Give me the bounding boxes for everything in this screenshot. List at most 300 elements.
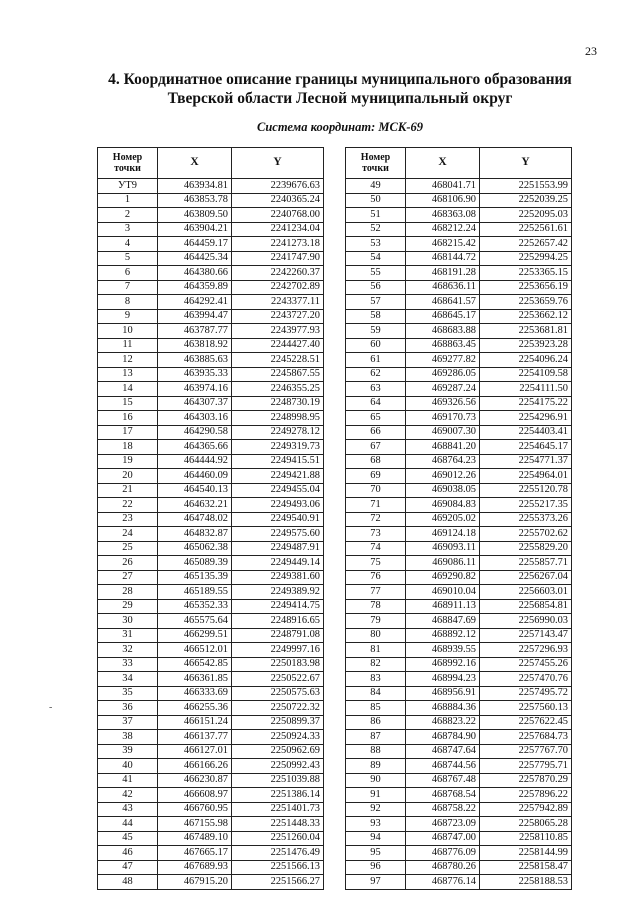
x-coordinate-cell: 468892.12 bbox=[406, 628, 480, 643]
y-coordinate-cell: 2241273.18 bbox=[232, 237, 324, 252]
x-coordinate-cell: 465189.55 bbox=[158, 585, 232, 600]
x-coordinate-cell: 466127.01 bbox=[158, 744, 232, 759]
point-number-cell: 59 bbox=[346, 324, 406, 339]
y-coordinate-cell: 2250722.32 bbox=[232, 701, 324, 716]
y-coordinate-cell: 2256990.03 bbox=[480, 614, 572, 629]
y-coordinate-cell: 2253681.81 bbox=[480, 324, 572, 339]
y-coordinate-cell: 2254771.37 bbox=[480, 454, 572, 469]
y-coordinate-cell: 2254109.58 bbox=[480, 367, 572, 382]
table-row bbox=[346, 179, 572, 194]
point-number-cell: 21 bbox=[98, 483, 158, 498]
point-number-cell: 6 bbox=[98, 266, 158, 281]
table-row bbox=[346, 730, 572, 745]
y-coordinate-cell: 2255217.35 bbox=[480, 498, 572, 513]
table-row bbox=[346, 309, 572, 324]
margin-mark: - bbox=[49, 702, 53, 713]
y-coordinate-cell: 2249449.14 bbox=[232, 556, 324, 571]
point-number-cell: 64 bbox=[346, 396, 406, 411]
table-row bbox=[98, 498, 324, 513]
x-coordinate-cell: 466361.85 bbox=[158, 672, 232, 687]
x-coordinate-cell: 466333.69 bbox=[158, 686, 232, 701]
table-row bbox=[346, 759, 572, 774]
table-row bbox=[98, 266, 324, 281]
point-number-cell: 30 bbox=[98, 614, 158, 629]
point-number-cell: 4 bbox=[98, 237, 158, 252]
y-coordinate-cell: 2250924.33 bbox=[232, 730, 324, 745]
point-number-cell: 18 bbox=[98, 440, 158, 455]
y-coordinate-cell: 2252039.25 bbox=[480, 193, 572, 208]
x-coordinate-cell: 463974.16 bbox=[158, 382, 232, 397]
x-coordinate-cell: 464444.92 bbox=[158, 454, 232, 469]
y-coordinate-cell: 2249997.16 bbox=[232, 643, 324, 658]
point-number-cell: 35 bbox=[98, 686, 158, 701]
table-row bbox=[346, 715, 572, 730]
y-coordinate-cell: 2249381.60 bbox=[232, 570, 324, 585]
table-row bbox=[98, 628, 324, 643]
x-coordinate-cell: 469093.11 bbox=[406, 541, 480, 556]
point-number-cell: 83 bbox=[346, 672, 406, 687]
x-coordinate-cell: 465089.39 bbox=[158, 556, 232, 571]
point-number-cell: 14 bbox=[98, 382, 158, 397]
y-coordinate-cell: 2252095.03 bbox=[480, 208, 572, 223]
point-number-cell: 57 bbox=[346, 295, 406, 310]
y-coordinate-cell: 2257896.22 bbox=[480, 788, 572, 803]
point-number-cell: 91 bbox=[346, 788, 406, 803]
point-number-cell: 58 bbox=[346, 309, 406, 324]
x-coordinate-cell: 468841.20 bbox=[406, 440, 480, 455]
table-row bbox=[98, 527, 324, 542]
table-row bbox=[98, 483, 324, 498]
y-coordinate-cell: 2246355.25 bbox=[232, 382, 324, 397]
point-number-cell: 75 bbox=[346, 556, 406, 571]
table-row bbox=[98, 454, 324, 469]
x-coordinate-cell: 463994.47 bbox=[158, 309, 232, 324]
x-coordinate-cell: 468215.42 bbox=[406, 237, 480, 252]
y-coordinate-cell: 2251039.88 bbox=[232, 773, 324, 788]
point-number-cell: 7 bbox=[98, 280, 158, 295]
point-number-cell: 73 bbox=[346, 527, 406, 542]
y-coordinate-cell: 2253923.28 bbox=[480, 338, 572, 353]
point-number-cell: 81 bbox=[346, 643, 406, 658]
y-coordinate-cell: 2249415.51 bbox=[232, 454, 324, 469]
point-number-cell: 27 bbox=[98, 570, 158, 585]
point-number-cell: 78 bbox=[346, 599, 406, 614]
table-row bbox=[346, 324, 572, 339]
table-row bbox=[346, 657, 572, 672]
point-number-cell: 79 bbox=[346, 614, 406, 629]
x-coordinate-cell: 465135.39 bbox=[158, 570, 232, 585]
y-coordinate-cell: 2248791.08 bbox=[232, 628, 324, 643]
table-row bbox=[98, 411, 324, 426]
table-row bbox=[98, 324, 324, 339]
y-coordinate-cell: 2243727.20 bbox=[232, 309, 324, 324]
point-number-cell: 85 bbox=[346, 701, 406, 716]
table-row bbox=[346, 527, 572, 542]
x-coordinate-cell: 463934.81 bbox=[158, 179, 232, 194]
point-number-cell: 45 bbox=[98, 831, 158, 846]
x-coordinate-cell: 466760.95 bbox=[158, 802, 232, 817]
x-coordinate-cell: 468767.48 bbox=[406, 773, 480, 788]
y-coordinate-cell: 2254403.41 bbox=[480, 425, 572, 440]
point-number-cell: 88 bbox=[346, 744, 406, 759]
x-coordinate-cell: 468847.69 bbox=[406, 614, 480, 629]
x-coordinate-cell: 468747.00 bbox=[406, 831, 480, 846]
point-number-cell: 24 bbox=[98, 527, 158, 542]
x-coordinate-cell: 464380.66 bbox=[158, 266, 232, 281]
point-number-cell: 39 bbox=[98, 744, 158, 759]
coordinate-system-caption: Система координат: МСК-69 bbox=[257, 120, 423, 134]
point-number-cell: 82 bbox=[346, 657, 406, 672]
x-coordinate-cell: 466166.26 bbox=[158, 759, 232, 774]
table-row bbox=[346, 817, 572, 832]
table-row bbox=[98, 338, 324, 353]
table-row bbox=[346, 599, 572, 614]
x-coordinate-cell: 468784.90 bbox=[406, 730, 480, 745]
table-row bbox=[98, 846, 324, 861]
y-coordinate-cell: 2255120.78 bbox=[480, 483, 572, 498]
table-row bbox=[98, 193, 324, 208]
point-number-cell: 93 bbox=[346, 817, 406, 832]
point-number-cell: 67 bbox=[346, 440, 406, 455]
point-number-cell: 38 bbox=[98, 730, 158, 745]
point-number-cell: 62 bbox=[346, 367, 406, 382]
point-number-cell: 17 bbox=[98, 425, 158, 440]
point-number-cell: 29 bbox=[98, 599, 158, 614]
x-coordinate-cell: 463787.77 bbox=[158, 324, 232, 339]
x-coordinate-cell: 468683.88 bbox=[406, 324, 480, 339]
y-coordinate-cell: 2251448.33 bbox=[232, 817, 324, 832]
x-coordinate-cell: 466230.87 bbox=[158, 773, 232, 788]
point-number-cell: 11 bbox=[98, 338, 158, 353]
x-coordinate-cell: 464425.34 bbox=[158, 251, 232, 266]
y-coordinate-cell: 2249278.12 bbox=[232, 425, 324, 440]
point-number-cell: 97 bbox=[346, 875, 406, 890]
y-coordinate-cell: 2254296.91 bbox=[480, 411, 572, 426]
point-number-cell: 96 bbox=[346, 860, 406, 875]
table-row bbox=[98, 802, 324, 817]
x-coordinate-cell: 468144.72 bbox=[406, 251, 480, 266]
x-coordinate-cell: 463809.50 bbox=[158, 208, 232, 223]
table-row bbox=[346, 396, 572, 411]
table-row bbox=[98, 208, 324, 223]
x-coordinate-cell: 463853.78 bbox=[158, 193, 232, 208]
point-number-cell: 80 bbox=[346, 628, 406, 643]
point-number-cell: 84 bbox=[346, 686, 406, 701]
y-coordinate-cell: 2253365.15 bbox=[480, 266, 572, 281]
point-number-cell: 76 bbox=[346, 570, 406, 585]
table-row bbox=[346, 570, 572, 585]
y-coordinate-cell: 2255857.71 bbox=[480, 556, 572, 571]
table-row bbox=[98, 309, 324, 324]
point-number-cell: 92 bbox=[346, 802, 406, 817]
table-row bbox=[98, 425, 324, 440]
y-coordinate-cell: 2252657.42 bbox=[480, 237, 572, 252]
table-row bbox=[346, 280, 572, 295]
x-coordinate-cell: 464303.16 bbox=[158, 411, 232, 426]
x-coordinate-cell: 465575.64 bbox=[158, 614, 232, 629]
table-row bbox=[346, 469, 572, 484]
y-coordinate-cell: 2255702.62 bbox=[480, 527, 572, 542]
point-number-cell: 44 bbox=[98, 817, 158, 832]
point-number-cell: 87 bbox=[346, 730, 406, 745]
table-row bbox=[98, 860, 324, 875]
x-coordinate-cell: 469170.73 bbox=[406, 411, 480, 426]
y-coordinate-cell: 2252561.61 bbox=[480, 222, 572, 237]
table-row bbox=[346, 411, 572, 426]
x-coordinate-cell: 463935.33 bbox=[158, 367, 232, 382]
x-coordinate-cell: 467915.20 bbox=[158, 875, 232, 890]
table-row bbox=[98, 585, 324, 600]
y-coordinate-cell: 2254096.24 bbox=[480, 353, 572, 368]
table-row bbox=[346, 208, 572, 223]
point-number-cell: 60 bbox=[346, 338, 406, 353]
point-number-cell: 63 bbox=[346, 382, 406, 397]
header-y: Y bbox=[480, 148, 572, 179]
y-coordinate-cell: 2257870.29 bbox=[480, 773, 572, 788]
x-coordinate-cell: 469086.11 bbox=[406, 556, 480, 571]
table-row bbox=[98, 179, 324, 194]
x-coordinate-cell: 467689.93 bbox=[158, 860, 232, 875]
table-row bbox=[346, 266, 572, 281]
table-row bbox=[346, 846, 572, 861]
x-coordinate-cell: 466255.36 bbox=[158, 701, 232, 716]
y-coordinate-cell: 2254645.17 bbox=[480, 440, 572, 455]
point-number-cell: 70 bbox=[346, 483, 406, 498]
x-coordinate-cell: 466137.77 bbox=[158, 730, 232, 745]
table-row bbox=[346, 251, 572, 266]
point-number-cell: 48 bbox=[98, 875, 158, 890]
x-coordinate-cell: 464359.89 bbox=[158, 280, 232, 295]
coordinates-table-left bbox=[97, 147, 324, 890]
y-coordinate-cell: 2254964.01 bbox=[480, 469, 572, 484]
point-number-cell: 77 bbox=[346, 585, 406, 600]
point-number-cell: 42 bbox=[98, 788, 158, 803]
x-coordinate-cell: 464460.09 bbox=[158, 469, 232, 484]
y-coordinate-cell: 2257560.13 bbox=[480, 701, 572, 716]
y-coordinate-cell: 2257767.70 bbox=[480, 744, 572, 759]
table-row bbox=[346, 382, 572, 397]
point-number-cell: 22 bbox=[98, 498, 158, 513]
y-coordinate-cell: 2243977.93 bbox=[232, 324, 324, 339]
x-coordinate-cell: 469124.18 bbox=[406, 527, 480, 542]
y-coordinate-cell: 2248916.65 bbox=[232, 614, 324, 629]
table-header-row bbox=[346, 148, 572, 179]
point-number-cell: 28 bbox=[98, 585, 158, 600]
x-coordinate-cell: 468884.36 bbox=[406, 701, 480, 716]
table-row bbox=[98, 831, 324, 846]
table-row bbox=[346, 875, 572, 890]
point-number-cell: 12 bbox=[98, 353, 158, 368]
table-row bbox=[346, 367, 572, 382]
table-row bbox=[346, 672, 572, 687]
x-coordinate-cell: 468776.14 bbox=[406, 875, 480, 890]
point-number-cell: 9 bbox=[98, 309, 158, 324]
y-coordinate-cell: 2250522.67 bbox=[232, 672, 324, 687]
document-title bbox=[60, 70, 620, 108]
point-number-cell: 89 bbox=[346, 759, 406, 774]
y-coordinate-cell: 2243377.11 bbox=[232, 295, 324, 310]
table-body-left bbox=[98, 179, 324, 890]
table-row bbox=[98, 396, 324, 411]
header-point-number: Номер точки bbox=[346, 148, 406, 179]
x-coordinate-cell: 466151.24 bbox=[158, 715, 232, 730]
table-row bbox=[346, 338, 572, 353]
point-number-cell: 36 bbox=[98, 701, 158, 716]
table-row bbox=[98, 382, 324, 397]
table-row bbox=[346, 295, 572, 310]
x-coordinate-cell: 469205.02 bbox=[406, 512, 480, 527]
table-row bbox=[98, 237, 324, 252]
page-number: 23 bbox=[585, 44, 597, 58]
x-coordinate-cell: 469287.24 bbox=[406, 382, 480, 397]
point-number-cell: 37 bbox=[98, 715, 158, 730]
point-number-cell: 53 bbox=[346, 237, 406, 252]
point-number-cell: 10 bbox=[98, 324, 158, 339]
point-number-cell: 72 bbox=[346, 512, 406, 527]
table-row bbox=[346, 454, 572, 469]
point-number-cell: 51 bbox=[346, 208, 406, 223]
point-number-cell: 23 bbox=[98, 512, 158, 527]
y-coordinate-cell: 2250575.63 bbox=[232, 686, 324, 701]
point-number-cell: 55 bbox=[346, 266, 406, 281]
x-coordinate-cell: 469277.82 bbox=[406, 353, 480, 368]
table-row bbox=[98, 672, 324, 687]
table-row bbox=[98, 701, 324, 716]
point-number-cell: 61 bbox=[346, 353, 406, 368]
x-coordinate-cell: 468992.16 bbox=[406, 657, 480, 672]
y-coordinate-cell: 2255373.26 bbox=[480, 512, 572, 527]
table-body-right bbox=[346, 179, 572, 890]
table-row bbox=[346, 541, 572, 556]
x-coordinate-cell: 468768.54 bbox=[406, 788, 480, 803]
table-row bbox=[346, 222, 572, 237]
point-number-cell: 54 bbox=[346, 251, 406, 266]
point-number-cell: 31 bbox=[98, 628, 158, 643]
point-number-cell: 94 bbox=[346, 831, 406, 846]
point-number-cell: 5 bbox=[98, 251, 158, 266]
y-coordinate-cell: 2256854.81 bbox=[480, 599, 572, 614]
coordinates-table-right bbox=[345, 147, 572, 890]
y-coordinate-cell: 2257296.93 bbox=[480, 643, 572, 658]
y-coordinate-cell: 2254175.22 bbox=[480, 396, 572, 411]
table-row bbox=[98, 353, 324, 368]
header-point-number: Номер точки bbox=[98, 148, 158, 179]
x-coordinate-cell: 464632.21 bbox=[158, 498, 232, 513]
y-coordinate-cell: 2250962.69 bbox=[232, 744, 324, 759]
y-coordinate-cell: 2253656.19 bbox=[480, 280, 572, 295]
table-row bbox=[98, 744, 324, 759]
y-coordinate-cell: 2257684.73 bbox=[480, 730, 572, 745]
x-coordinate-cell: 466299.51 bbox=[158, 628, 232, 643]
x-coordinate-cell: 468911.13 bbox=[406, 599, 480, 614]
x-coordinate-cell: 463885.63 bbox=[158, 353, 232, 368]
point-number-cell: 33 bbox=[98, 657, 158, 672]
x-coordinate-cell: 467665.17 bbox=[158, 846, 232, 861]
y-coordinate-cell: 2251553.99 bbox=[480, 179, 572, 194]
table-row bbox=[346, 237, 572, 252]
table-row bbox=[346, 512, 572, 527]
x-coordinate-cell: 465062.38 bbox=[158, 541, 232, 556]
x-coordinate-cell: 467489.10 bbox=[158, 831, 232, 846]
point-number-cell: 69 bbox=[346, 469, 406, 484]
point-number-cell: 65 bbox=[346, 411, 406, 426]
table-row bbox=[98, 817, 324, 832]
point-number-cell: 52 bbox=[346, 222, 406, 237]
y-coordinate-cell: 2241747.90 bbox=[232, 251, 324, 266]
point-number-cell: 49 bbox=[346, 179, 406, 194]
table-row bbox=[346, 802, 572, 817]
y-coordinate-cell: 2258110.85 bbox=[480, 831, 572, 846]
table-row bbox=[98, 469, 324, 484]
y-coordinate-cell: 2258144.99 bbox=[480, 846, 572, 861]
y-coordinate-cell: 2257455.26 bbox=[480, 657, 572, 672]
table-row bbox=[98, 773, 324, 788]
x-coordinate-cell: 468723.09 bbox=[406, 817, 480, 832]
table-row bbox=[346, 831, 572, 846]
point-number-cell: 19 bbox=[98, 454, 158, 469]
table-row bbox=[98, 599, 324, 614]
x-coordinate-cell: 464365.66 bbox=[158, 440, 232, 455]
title-line-1: 4. Координатное описание границы муниципального образования bbox=[108, 71, 572, 88]
y-coordinate-cell: 2249575.60 bbox=[232, 527, 324, 542]
point-number-cell: 90 bbox=[346, 773, 406, 788]
point-number-cell: 86 bbox=[346, 715, 406, 730]
table-row bbox=[346, 614, 572, 629]
y-coordinate-cell: 2251566.13 bbox=[232, 860, 324, 875]
table-row bbox=[98, 788, 324, 803]
point-number-cell: 66 bbox=[346, 425, 406, 440]
table-row bbox=[98, 512, 324, 527]
y-coordinate-cell: 2249319.73 bbox=[232, 440, 324, 455]
x-coordinate-cell: 468041.71 bbox=[406, 179, 480, 194]
y-coordinate-cell: 2249421.88 bbox=[232, 469, 324, 484]
y-coordinate-cell: 2249414.75 bbox=[232, 599, 324, 614]
table-row bbox=[346, 773, 572, 788]
x-coordinate-cell: 464307.37 bbox=[158, 396, 232, 411]
y-coordinate-cell: 2251260.04 bbox=[232, 831, 324, 846]
table-row bbox=[98, 875, 324, 890]
y-coordinate-cell: 2248730.19 bbox=[232, 396, 324, 411]
table-row bbox=[98, 251, 324, 266]
y-coordinate-cell: 2249487.91 bbox=[232, 541, 324, 556]
x-coordinate-cell: 464540.13 bbox=[158, 483, 232, 498]
y-coordinate-cell: 2249540.91 bbox=[232, 512, 324, 527]
y-coordinate-cell: 2251386.14 bbox=[232, 788, 324, 803]
y-coordinate-cell: 2256267.04 bbox=[480, 570, 572, 585]
x-coordinate-cell: 469286.05 bbox=[406, 367, 480, 382]
x-coordinate-cell: 466542.85 bbox=[158, 657, 232, 672]
x-coordinate-cell: 468106.90 bbox=[406, 193, 480, 208]
x-coordinate-cell: 468747.64 bbox=[406, 744, 480, 759]
point-number-cell: 34 bbox=[98, 672, 158, 687]
x-coordinate-cell: 466608.97 bbox=[158, 788, 232, 803]
x-coordinate-cell: 464290.58 bbox=[158, 425, 232, 440]
table-row bbox=[346, 585, 572, 600]
x-coordinate-cell: 469007.30 bbox=[406, 425, 480, 440]
table-row bbox=[98, 541, 324, 556]
point-number-cell: 16 bbox=[98, 411, 158, 426]
y-coordinate-cell: 2242260.37 bbox=[232, 266, 324, 281]
x-coordinate-cell: 468641.57 bbox=[406, 295, 480, 310]
point-number-cell: 74 bbox=[346, 541, 406, 556]
y-coordinate-cell: 2250183.98 bbox=[232, 657, 324, 672]
x-coordinate-cell: 469038.05 bbox=[406, 483, 480, 498]
x-coordinate-cell: 469326.56 bbox=[406, 396, 480, 411]
x-coordinate-cell: 468636.11 bbox=[406, 280, 480, 295]
y-coordinate-cell: 2258065.28 bbox=[480, 817, 572, 832]
table-row bbox=[98, 759, 324, 774]
point-number-cell: 8 bbox=[98, 295, 158, 310]
